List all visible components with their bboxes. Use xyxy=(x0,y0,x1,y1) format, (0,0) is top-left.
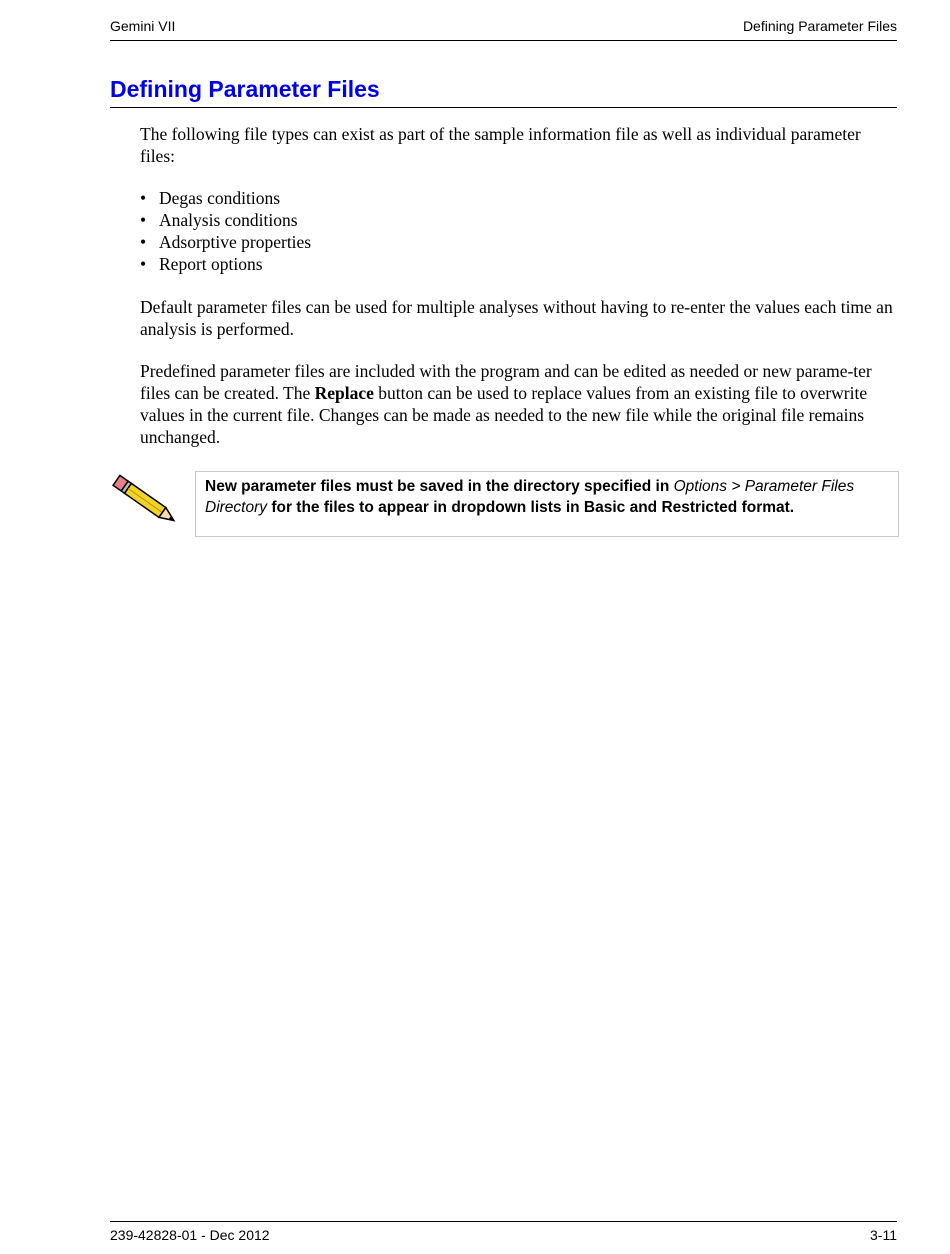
pencil-icon xyxy=(108,470,184,532)
page-header xyxy=(110,18,897,41)
default-files-paragraph: Default parameter files can be used for multiple analyses without having to re-enter the values each time an analysis is performed. xyxy=(140,297,893,339)
predefined-text-end: button can be used to replace values from an existing file to overwrite values in the current file. Changes can be made as needed to the new file while the original file remains unchanged. xyxy=(140,383,868,447)
bullet-icon: • xyxy=(140,232,147,252)
footer-page-number: 3-11 xyxy=(870,1227,897,1243)
intro-paragraph: The following file types can exist as part of the sample information file as well as individual parameter files: xyxy=(140,124,861,166)
predefined-text-start: Predefined parameter files are included with the program and can be edited as needed or new parame-ter files can be created. The xyxy=(140,361,872,403)
header-section-name: Defining Parameter Files xyxy=(742,18,897,34)
bullet-icon: • xyxy=(140,210,147,230)
bullet-icon: • xyxy=(140,188,147,208)
list-item-label: Adsorptive properties xyxy=(159,232,312,252)
list-item-label: Report options xyxy=(159,254,263,274)
note-text-start: New parameter files must be saved in the directory specified in xyxy=(205,478,674,495)
note-text-end: for the files to appear in dropdown lists in Basic and Restricted format. xyxy=(267,499,795,516)
note-box xyxy=(195,471,899,537)
page-footer xyxy=(110,1221,897,1243)
list-item xyxy=(140,231,311,253)
list-item xyxy=(140,209,311,231)
footer-document-number: 239-42828-01 - Dec 2012 xyxy=(110,1227,270,1243)
file-types-list xyxy=(140,187,311,275)
section-title: Defining Parameter Files xyxy=(110,74,897,108)
list-item-label: Analysis conditions xyxy=(159,210,298,230)
replace-button-reference: Replace xyxy=(314,383,374,403)
header-product-name: Gemini VII xyxy=(110,18,176,34)
list-item-label: Degas conditions xyxy=(159,188,281,208)
menu-path: Options > Parameter Files Directory xyxy=(205,478,855,516)
bullet-icon: • xyxy=(140,254,147,274)
predefined-files-paragraph xyxy=(140,360,900,448)
list-item xyxy=(140,253,311,275)
list-item xyxy=(140,187,311,209)
